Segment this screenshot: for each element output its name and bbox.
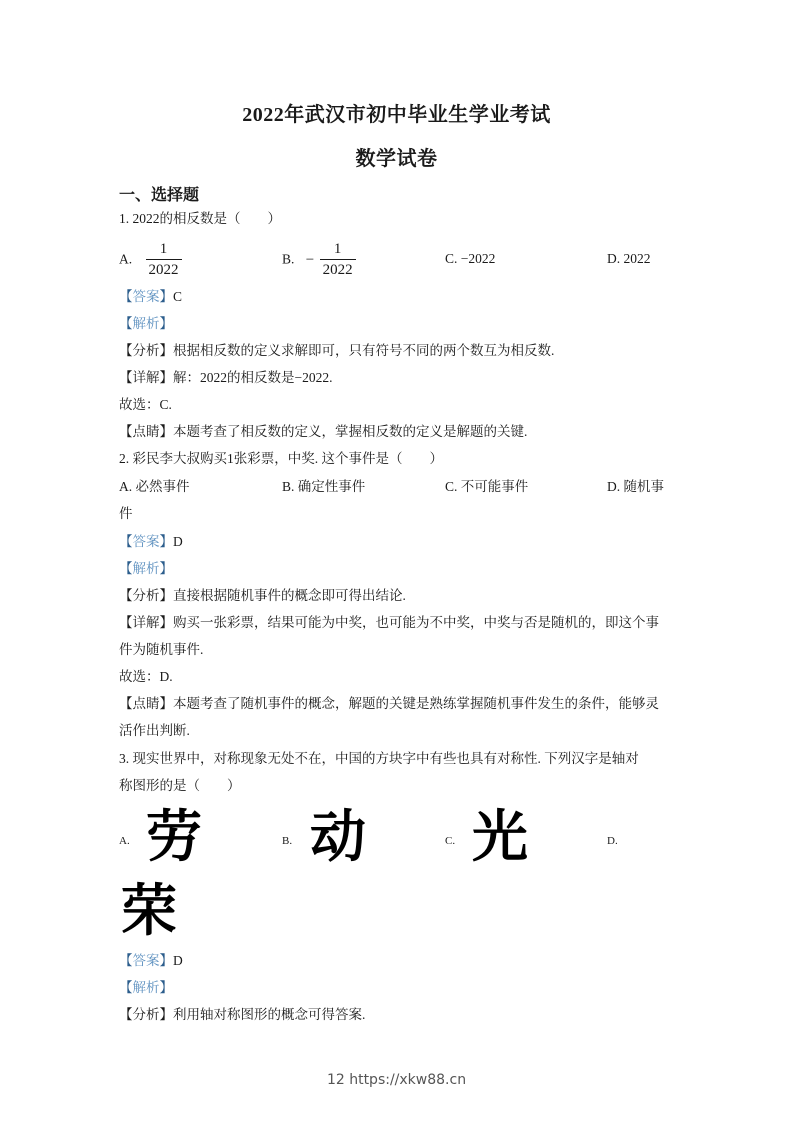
q3-answer xyxy=(119,952,183,970)
q2-guxuan: 故选：D. xyxy=(119,669,173,684)
q1-option-a-label: A. xyxy=(119,251,133,267)
q2-dianjing-1: 【点睛】本题考查了随机事件的概念，解题的关键是熟练掌握随机事件发生的条件，能够灵 xyxy=(119,696,659,711)
q3-option-b-glyph: 动 xyxy=(310,805,366,870)
q3-option-b-label: B. xyxy=(282,835,293,847)
fraction-numerator: 1 xyxy=(333,241,342,257)
exam-title: 2022年武汉市初中毕业生学业考试 xyxy=(242,104,551,126)
q1-option-c: C. −2022 xyxy=(445,251,496,266)
q1-option-b xyxy=(282,240,356,279)
fraction-bar xyxy=(146,259,182,260)
q3-option-a-label: A. xyxy=(119,835,130,847)
fraction-numerator: 1 xyxy=(159,241,168,257)
analysis-tag: 【解析】 xyxy=(119,316,173,331)
q3-option-d-label: D. xyxy=(607,835,618,847)
q1-guxuan: 故选：C. xyxy=(119,397,172,412)
fraction-denominator: 2022 xyxy=(148,262,179,278)
q1-option-a-fraction xyxy=(146,240,182,279)
q1-dianjing: 【点睛】本题考查了相反数的定义，掌握相反数的定义是解题的关键. xyxy=(119,424,528,439)
q2-answer-value: D xyxy=(173,534,183,549)
q2-xiangjie-1: 【详解】购买一张彩票，结果可能为中奖，也可能为不中奖，中奖与否是随机的，即这个事 xyxy=(119,615,659,630)
analysis-tag: 【解析】 xyxy=(119,561,173,576)
q3-stem-2: 称图形的是（ ） xyxy=(119,778,241,793)
analysis-tag: 【解析】 xyxy=(119,980,173,995)
q3-option-d-glyph: 荣 xyxy=(121,879,177,944)
q1-xiangjie: 【详解】解：2022的相反数是−2022. xyxy=(119,370,333,385)
q1-fenxi: 【分析】根据相反数的定义求解即可，只有符号不同的两个数互为相反数. xyxy=(119,343,555,358)
q1-option-d: D. 2022 xyxy=(607,251,651,266)
q1-option-a xyxy=(119,240,182,279)
answer-tag: 【答案】 xyxy=(119,289,173,304)
q2-option-c: C. 不可能事件 xyxy=(445,479,529,494)
q2-option-d-wrap: 件 xyxy=(119,506,133,521)
q2-option-b: B. 确定性事件 xyxy=(282,479,366,494)
q2-answer xyxy=(119,533,183,551)
q3-option-a-glyph: 劳 xyxy=(146,805,202,870)
q2-option-a: A. 必然事件 xyxy=(119,479,190,494)
q3-answer-value: D xyxy=(173,953,183,968)
q2-stem: 2. 彩民李大叔购买1张彩票，中奖. 这个事件是（ ） xyxy=(119,451,443,466)
exam-subtitle: 数学试卷 xyxy=(355,148,438,170)
answer-tag: 【答案】 xyxy=(119,534,173,549)
q2-analysis-tag xyxy=(119,560,173,578)
page-footer-watermark: 12 https://xkw88.cn xyxy=(326,1072,467,1088)
q1-option-b-fraction xyxy=(320,240,356,279)
section-heading: 一、选择题 xyxy=(119,187,200,204)
fraction-bar xyxy=(320,259,356,260)
q1-option-b-label: B. xyxy=(282,251,295,267)
q3-option-c-label: C. xyxy=(445,835,456,847)
q3-stem-1: 3. 现实世界中，对称现象无处不在，中国的方块字中有些也具有对称性. 下列汉字是轴对 xyxy=(119,751,639,766)
answer-tag: 【答案】 xyxy=(119,953,173,968)
q2-dianjing-2: 活作出判断. xyxy=(119,723,190,738)
minus-sign: − xyxy=(305,251,315,268)
fraction-denominator: 2022 xyxy=(322,262,353,278)
q1-analysis-tag xyxy=(119,315,173,333)
q1-answer-value: C xyxy=(173,289,183,304)
q2-xiangjie-2: 件为随机事件. xyxy=(119,642,204,657)
q3-fenxi: 【分析】利用轴对称图形的概念可得答案. xyxy=(119,1007,366,1022)
q3-option-c-glyph: 光 xyxy=(472,805,528,870)
q2-option-d: D. 随机事 xyxy=(607,479,664,494)
q2-fenxi: 【分析】直接根据随机事件的概念即可得出结论. xyxy=(119,588,406,603)
q1-answer xyxy=(119,288,182,306)
q3-analysis-tag xyxy=(119,979,173,997)
q1-stem: 1. 2022的相反数是（ ） xyxy=(119,211,281,226)
